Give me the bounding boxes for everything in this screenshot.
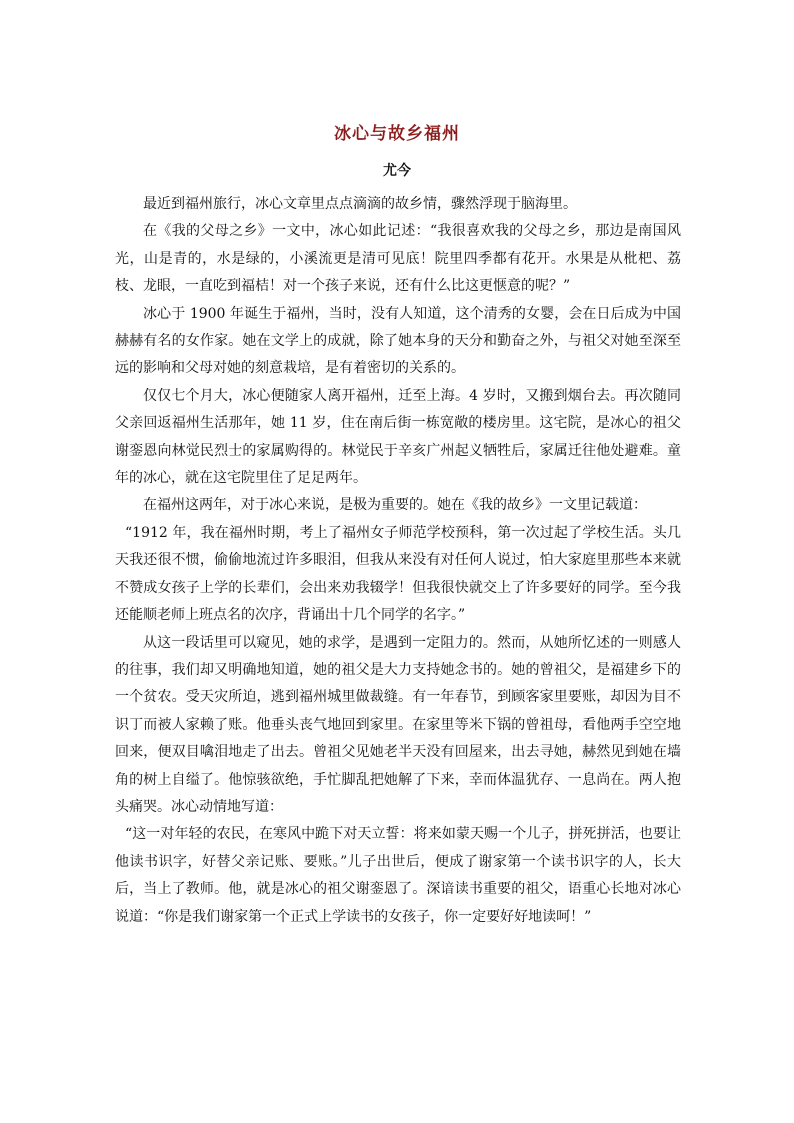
document-body — [115, 191, 681, 931]
paragraph: 最近到福州旅行，冰心文章里点点滴滴的故乡情，骤然浮现于脑海里。 — [143, 196, 577, 212]
paragraph: 仅仅七个月大，冰心便随家人离开福州，迁至上海。4 岁时，又搬到烟台去。再次随同父亲回返福州生活那年，她 11 岁，住在南后街一栋宽敞的楼房里。这宅院，是冰心的祖父谢銮恩向林觉民烈士的家属购得的。林觉民于辛亥广州起义牺牲后，家属迁往他处避难。童年的冰心，就在这宅院里住了足足两年。 — [115, 387, 681, 487]
paragraph: 从这一段话里可以窥见，她的求学，是遇到一定阻力的。然而，从她所忆述的一则感人的往事，我们却又明确地知道，她的祖父是大力支持她念书的。她的曾祖父，是福建乡下的一个贫农。受天灾所迫，逃到福州城里做裁缝。有一年春节，到顾客家里要账，却因为目不识丁而被人家赖了账。他垂头丧气地回到家里。在家里等米下锅的曾祖母，看他两手空空地回来，便双目噙泪地走了出去。曾祖父见她老半天没有回屋来，出去寻她，赫然见到她在墙角的树上自缢了。他惊骇欲绝，手忙脚乱把她解了下来，幸而体温犹存、一息尚在。两人抱头痛哭。冰心动情地写道： — [115, 634, 681, 815]
quote-paragraph: “1912 年，我在福州时期，考上了福州女子师范学校预科，第一次过起了学校生活。头几天我还很不惯，偷偷地流过许多眼泪，但我从来没有对任何人说过，怕大家庭里那些本来就不赞成女孩子上学的长辈们，会出来劝我辍学！但我很快就交上了许多要好的同学。至今我还能顺老师上班点名的次序，背诵出十几个同学的名字。” — [115, 524, 681, 624]
paragraph: 在福州这两年，对于冰心来说，是极为重要的。她在《我的故乡》一文里记载道： — [143, 497, 647, 514]
paragraph: 在《我的父母之乡》一文中，冰心如此记述：“我很喜欢我的父母之乡，那边是南国风光，山是青的，水是绿的，小溪流更是清可见底！院里四季都有花开。水果是从枇杷、荔枝、龙眼，一直吃到福桔！对一个孩子来说，还有什么比这更惬意的呢？” — [115, 223, 681, 295]
document-title: 冰心与故乡福州 — [334, 124, 460, 144]
document-author: 尤今 — [383, 163, 411, 179]
quote-paragraph: “这一对年轻的农民，在寒风中跪下对天立誓：将来如蒙天赐一个儿子，拼死拼活，也要让他读书识字，好替父亲记账、要账。”儿子出世后，便成了谢家第一个读书识字的人，长大后，当上了教师。他，就是冰心的祖父谢銮恩了。深谙读书重要的祖父，语重心长地对冰心说道：“你是我们谢家第一个正式上学读书的女孩子，你一定要好好地读呵！” — [115, 826, 681, 925]
paragraph: 冰心于 1900 年诞生于福州，当时，没有人知道，这个清秀的女婴，会在日后成为中国赫赫有名的女作家。她在文学上的成就，除了她本身的天分和勤奋之外，与祖父对她至深至远的影响和父母对她的刻意栽培，是有着密切的关系的。 — [115, 305, 681, 377]
